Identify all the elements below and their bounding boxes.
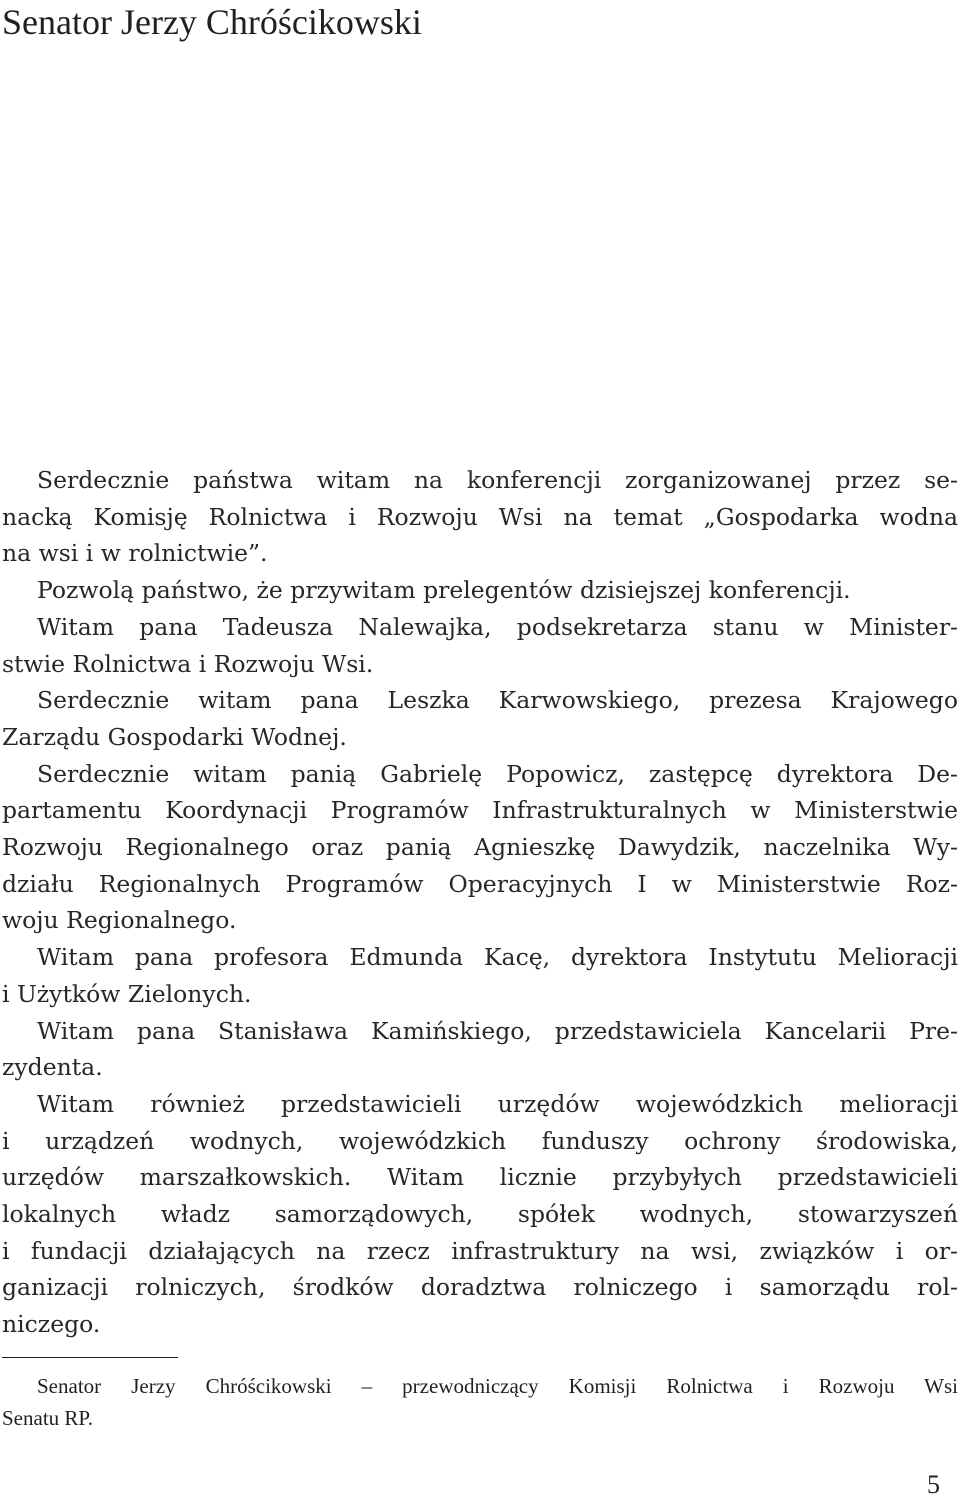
paragraph-line: Zarządu Gospodarki Wodnej. [2,722,347,751]
paragraph-line: lokalnych władz samorządowych, spółek wodnych, stowarzyszeń [2,1200,958,1229]
paragraph-line: Pozwolą państwo, że przywitam prelegentów dzisiejszej konferencji. [37,576,851,605]
paragraph-line: i Użytków Zielonych. [2,979,252,1008]
paragraph [2,572,958,609]
footnote [2,1370,958,1434]
paragraph [2,609,958,682]
paragraph-line: niczego. [2,1310,101,1339]
paragraph-line: Witam również przedstawicieli urzędów wojewódzkich melioracji [37,1089,958,1118]
paragraph-line: Witam pana profesora Edmunda Kacę, dyrektora Instytutu Melioracji [37,943,958,972]
paragraph-line: woju Regionalnego. [2,906,237,935]
paragraph-line: na wsi i w rolnictwie”. [2,539,268,568]
paragraph-line: urzędów marszałkowskich. Witam licznie przybyłych przedstawicieli [2,1163,958,1192]
paragraph [2,1086,958,1343]
paragraph [2,1013,958,1086]
document-body [2,462,958,1343]
paragraph [2,756,958,940]
paragraph-line: Witam pana Stanisława Kamińskiego, przedstawiciela Kancelarii Pre- [37,1016,958,1045]
paragraph-line: partamentu Koordynacji Programów Infrastrukturalnych w Ministerstwie [2,796,958,825]
paragraph-line: zydenta. [2,1053,103,1082]
page-number: 5 [927,1470,940,1499]
paragraph-line: Rozwoju Regionalnego oraz panią Agnieszkę Dawydzik, naczelnika Wy- [2,833,958,862]
paragraph-line: ganizacji rolniczych, środków doradztwa rolniczego i samorządu rol- [2,1273,958,1302]
page-title: Senator Jerzy Chróścikowski [2,2,422,42]
footnote-line: Senatu RP. [2,1406,94,1430]
paragraph-line: Serdecznie państwa witam na konferencji zorganizowanej przez se- [37,466,958,494]
footnote-line: Senator Jerzy Chróścikowski – przewodniczący Komisji Rolnictwa i Rozwoju Wsi [37,1374,958,1398]
paragraph [2,462,958,572]
paragraph-line: działu Regionalnych Programów Operacyjnych I w Ministerstwie Roz- [2,869,958,898]
paragraph-line: stwie Rolnictwa i Rozwoju Wsi. [2,649,374,678]
paragraph [2,939,958,1012]
footnote-divider [2,1357,178,1358]
paragraph-line: Serdecznie witam panią Gabrielę Popowicz, zastępcę dyrektora De- [37,759,958,788]
paragraph-line: i fundacji działających na rzecz infrastruktury na wsi, związków i or- [2,1236,958,1265]
paragraph [2,682,958,755]
paragraph-line: Witam pana Tadeusza Nalewajka, podsekretarza stanu w Minister- [37,612,958,641]
paragraph-line: i urządzeń wodnych, wojewódzkich funduszy ochrony środowiska, [2,1126,958,1155]
paragraph-line: Serdecznie witam pana Leszka Karwowskiego, prezesa Krajowego [37,686,958,715]
paragraph-line: nacką Komisję Rolnictwa i Rozwoju Wsi na temat „Gospodarka wodna [2,502,958,531]
